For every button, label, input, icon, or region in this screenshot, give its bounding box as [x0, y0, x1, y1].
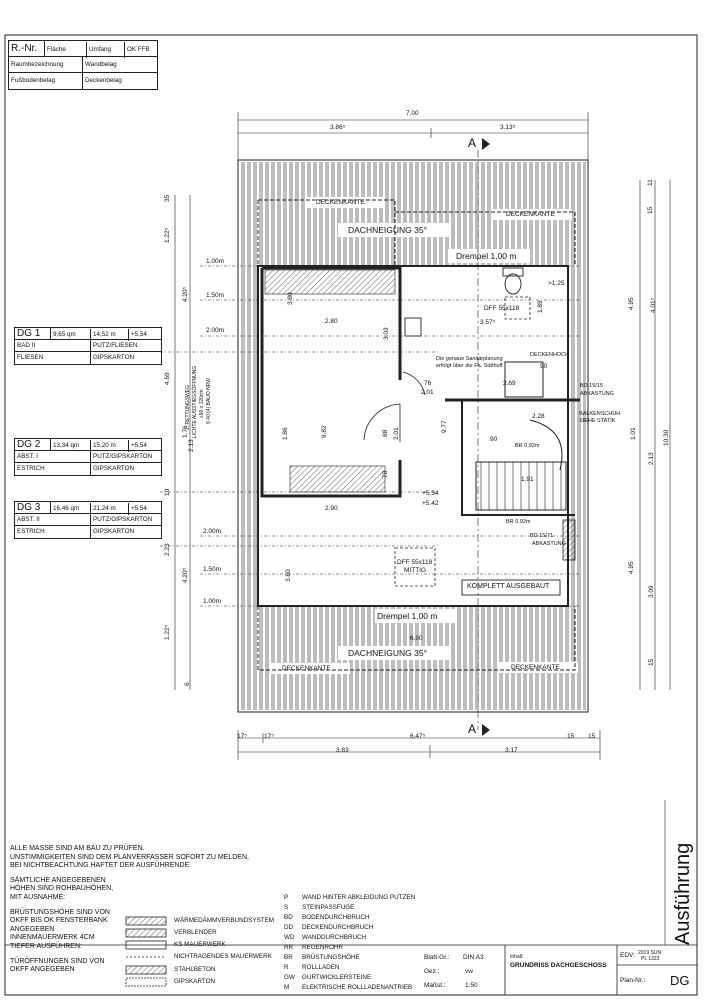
blatt-label: Blatt-Gr.: [424, 954, 450, 961]
note-line: TÜRÖFFNUNGEN SIND VON [10, 957, 105, 965]
legend-label: STAHLBETON [174, 966, 216, 973]
room-floor: ESTRICH [15, 526, 91, 538]
room-area: 9,65 qm [51, 329, 91, 341]
dim-top-left: 3.86⁵ [330, 124, 346, 131]
dim-680: 6.80 [410, 635, 423, 642]
left-dim-176: 1.76 [182, 425, 189, 438]
right-dim-101: 1.01 [630, 427, 637, 440]
room-perimeter: 14,52 m [91, 329, 129, 341]
plan-value: DG [670, 973, 690, 988]
dim-189: 1.89 [537, 300, 544, 313]
dim-090: 90 [540, 363, 548, 370]
room-level: +5,54 [131, 442, 147, 449]
dff-bottom-label: DFF 55x118 [397, 559, 433, 566]
room-ceiling: GIPSKARTON [93, 354, 135, 361]
rettungsweg-4: § 40 (4) BAUO NRW [206, 377, 212, 424]
dim-total-top: 7.00 [406, 110, 419, 117]
dim-076: 76 [424, 380, 432, 387]
dim-280: 2.80 [325, 318, 338, 325]
room-name: BAD II [15, 340, 91, 352]
room-perimeter: 15,20 m [91, 440, 129, 452]
dff-top-label: DFF 55x118 [484, 305, 520, 312]
balkenschuh-2: SIEHE STATIK [579, 418, 616, 424]
right-dim-309: 3.09 [648, 585, 655, 598]
inhalt-label: Inhalt: [510, 954, 524, 960]
legend-label: KS MAUERWERK [174, 941, 226, 948]
dim-290: 2.90 [325, 505, 338, 512]
plan-label: Plan-Nr.: [620, 977, 646, 984]
abbreviation: DD DECKENDURCHBRUCH [284, 924, 374, 931]
gez-label: Gez.: [424, 968, 440, 975]
dim-269: 2.69 [503, 380, 516, 387]
room-ceiling: GIPSKARTON [93, 528, 135, 535]
room-level: +5,54 [131, 505, 147, 512]
legend-label: GIPSKARTON [174, 978, 216, 985]
left-dim-035: 35 [164, 194, 171, 202]
dim-977: 9.77 [441, 420, 448, 433]
abbreviation: R ROLLLADEN [284, 964, 340, 971]
deckenkante-top-left: DECKENKANTE [316, 199, 365, 206]
room-perimeter: 21,24 m [91, 503, 129, 515]
level-marker-1: +5.54 [422, 490, 439, 497]
note-line: OKFF BIS OK FENSTERBANK [10, 917, 108, 925]
dim-125: >1.25 [548, 280, 565, 287]
balkenschuh-1: BALKENSCHUH [579, 411, 621, 417]
right-dim-213: 2.13 [648, 452, 655, 465]
height-100-bottom: 1.00m [203, 598, 222, 605]
left-dim-122b: 1.22⁵ [164, 624, 171, 640]
room-table-dg3 [14, 501, 162, 539]
dim-303: 3.03 [383, 327, 390, 340]
massstab-label: Maßst.: [424, 982, 446, 989]
rnr-label: R.-Nr. [9, 41, 45, 57]
note-line: TIEFER AUSFÜHREN: [10, 942, 82, 950]
flaeche-label: Fläche [45, 42, 87, 58]
fussbodenbelag-label: Fußbodenbelag [9, 73, 83, 89]
room-id: DG 2 [15, 439, 51, 451]
dim-088: 88 [382, 429, 389, 437]
dim-982: 9.82 [321, 425, 328, 438]
section-label-bottom: A [468, 722, 477, 736]
abbreviation: GW GURTWICKLERSTEINE [284, 974, 372, 981]
note-line: BRÜSTUNGSHÖHE SIND VON [10, 908, 110, 916]
section-label-top: A [468, 136, 477, 150]
height-150-top: 1.50m [206, 292, 225, 299]
bd-2-label: BD 15/71 [530, 533, 553, 539]
abbreviation: P WAND HINTER ABKLEIDUNG PUTZEN [284, 894, 416, 901]
gez-value: vw [465, 968, 473, 975]
dim-380-top: 3.80 [287, 292, 294, 305]
okffb-label: OK FFB [127, 46, 150, 53]
komplett-ausgebaut: KOMPLETT AUSGEBAUT [467, 583, 550, 590]
left-dim-469: 4.69 [164, 372, 171, 385]
right-dim-401: 4.01⁵ [650, 297, 657, 313]
room-floor: FLIESEN [15, 352, 91, 364]
rettungsweg-2: LICHTE AUSSTIEGSÖFFNUNG [192, 365, 198, 438]
abbreviation: BD BODENDURCHBRUCH [284, 914, 370, 921]
header-table [8, 40, 158, 90]
bd-2b-label: ABKASTUNG [532, 541, 566, 547]
height-100-top: 1.00m [206, 258, 225, 265]
note-line: BEI NICHTBEACHTUNG HAFTET DER AUSFÜHRENDE. [10, 862, 192, 870]
bottom-dim-647: 6.47⁵ [410, 733, 426, 740]
abbreviation: RR REGENROHR [284, 944, 343, 951]
bd-1-label: BD 15/15 [580, 383, 603, 389]
edv-value-2: PL 1323 [641, 956, 660, 962]
dim-top-right: 3.13⁵ [500, 124, 516, 131]
br-2-label: BR 0,92m [506, 519, 531, 525]
bottom-dim-383: 3.83 [336, 747, 349, 754]
bottom-dim-317: 3.17 [505, 747, 518, 754]
dff-mittig-label: MITTIG [404, 567, 427, 574]
room-floor: ESTRICH [15, 463, 91, 475]
room-ceiling: GIPSKARTON [93, 465, 135, 472]
left-dim-420: 4.20⁵ [182, 286, 189, 302]
note-line: INNENMAUERWERK 4CM [10, 934, 95, 942]
rettungsweg-3: ≥90 x 120cm [199, 389, 205, 418]
bottom-dim-17b: 17⁵ [264, 733, 274, 740]
room-table-dg2 [14, 438, 162, 476]
level-marker-2: +5.42 [422, 500, 439, 507]
dachneigung-top: DACHNEIGUNG 35° [348, 225, 427, 235]
room-table-dg1 [14, 327, 162, 365]
right-dim-495b: 4.95 [628, 561, 635, 574]
deckenkante-top-right: DECKENKANTE [506, 211, 555, 218]
room-wall: PUTZ/GIPSKARTON [93, 516, 153, 523]
bottom-dim-17a: 17⁵ [237, 733, 247, 740]
note-line: HÖHEN SIND ROHBAUHÖHEN, [10, 885, 114, 893]
room-name: ABST. I [15, 451, 91, 463]
dim-186: 1.86 [282, 427, 289, 440]
rettungsweg-1: 2. RETTUNGSWEG [185, 384, 191, 430]
legend-label: VERBLENDER [174, 929, 217, 936]
right-dim-15: 15 [647, 206, 654, 214]
height-200-bottom: 2.00m [203, 528, 222, 535]
room-level: +5,54 [131, 331, 147, 338]
right-dim-15b: 15 [648, 658, 655, 666]
dim-201-a: 2.01 [421, 389, 434, 396]
drempel-top: Drempel 1,00 m [456, 251, 517, 261]
left-dim-213: 2.13 [188, 439, 195, 452]
note-line: ALLE MASSE SIND AM BAU ZU PRÜFEN. [10, 845, 145, 852]
dim-090-b: 90 [490, 436, 498, 443]
dim-191: 1.91 [521, 476, 534, 483]
right-dim-11: 11 [647, 179, 654, 186]
note-line: UNSTIMMIGKEITEN SIND DEM PLANVERFASSER SOFORT ZU MELDEN, [10, 853, 249, 861]
room-id: DG 1 [15, 328, 51, 340]
right-dim-495: 4.95 [628, 297, 635, 310]
abbreviation: BR BRÜSTUNGSHÖHE [284, 954, 360, 961]
abbreviation: M ELEKTRISCHE ROLLLADENANTRIEB [284, 984, 413, 991]
edv-label: EDV: [620, 952, 635, 959]
dim-357: 3.57⁵ [480, 319, 496, 326]
left-dim-420b: 4.20⁵ [182, 567, 189, 583]
br-1-label: BR 0,92m [515, 443, 540, 449]
massstab-value: 1:50 [465, 982, 478, 989]
inhalt-value: GRUNDRISS DACHGESCHOSS [510, 962, 607, 969]
bottom-dim-15b: 15 [588, 733, 596, 740]
legend-label: WÄRMEDÄMMVERBUNDSYSTEM [174, 917, 275, 924]
dachneigung-bottom: DACHNEIGUNG 35° [348, 648, 427, 658]
legend-label: NICHTRAGENDES MAUERWERK [174, 953, 272, 960]
bd-1b-label: ABKASTUNG [580, 391, 614, 397]
note-line: MIT AUSNAHME: [10, 893, 66, 901]
room-name: ABST. II [15, 514, 91, 526]
roof-outline [238, 160, 588, 712]
dim-380-bottom: 3.80 [285, 569, 292, 582]
deckenbelag-label: Deckenbelag [85, 77, 122, 84]
height-150-bottom: 1.50m [203, 566, 222, 573]
left-dim-223: 2.23 [164, 543, 171, 556]
edv-value-1: 2019 SUN [638, 950, 662, 956]
bottom-dim-15: 15 [567, 733, 575, 740]
left-dim-006: 6 [184, 682, 191, 686]
sanitaer-note-2: erfolgt über die Fa. Sütthoff [436, 363, 503, 369]
blatt-value: DIN A3 [463, 954, 484, 961]
wandbelag-label: Wandbelag [85, 61, 117, 68]
section-arrow-bottom [482, 724, 490, 736]
raumbezeichnung-label: Raumbezeichnung [9, 57, 83, 73]
note-line: SÄMTLICHE ANGEGEBENEN [10, 876, 106, 884]
abbreviation: WD WANDDURCHBRUCH [284, 934, 367, 941]
umfang-label: Umfang [87, 42, 125, 58]
room-wall: PUTZ/GIPSKARTON [93, 453, 153, 460]
room-id: DG 3 [15, 502, 51, 514]
height-200-top: 2.00m [206, 327, 225, 334]
left-dim-010: 10 [164, 488, 171, 496]
dim-201-b: 2.01 [393, 427, 400, 440]
room-wall: PUTZ/FLIESEN [93, 342, 138, 349]
abbreviation: S STEINPASSFUGE [284, 904, 355, 911]
right-dim-1030: 10.30 [663, 429, 670, 446]
stamp-ausfuehrung: Ausführung [672, 842, 694, 945]
deckenkante-bottom-left: DECKENKANTE [282, 665, 331, 672]
deckenkante-bottom-right: DECKENKANTE [511, 664, 560, 671]
left-dim-122: 1.22⁵ [164, 227, 171, 243]
note-line: ANGEGEBEN [10, 925, 55, 933]
dim-228: 2.28 [532, 413, 545, 420]
room-area: 13,34 qm [51, 440, 91, 452]
dim-078: 78 [382, 470, 389, 478]
note-line: OKFF ANGEGEBEN [10, 966, 75, 974]
drempel-bottom: Drempel 1,00 m [377, 611, 438, 621]
section-arrow-top [482, 138, 490, 150]
sanitaer-note-1: Die genaue Sanitärplanung [436, 356, 503, 362]
deckenhoch-label: DECKENHOCH [530, 352, 570, 358]
room-area: 16,46 qm [51, 503, 91, 515]
